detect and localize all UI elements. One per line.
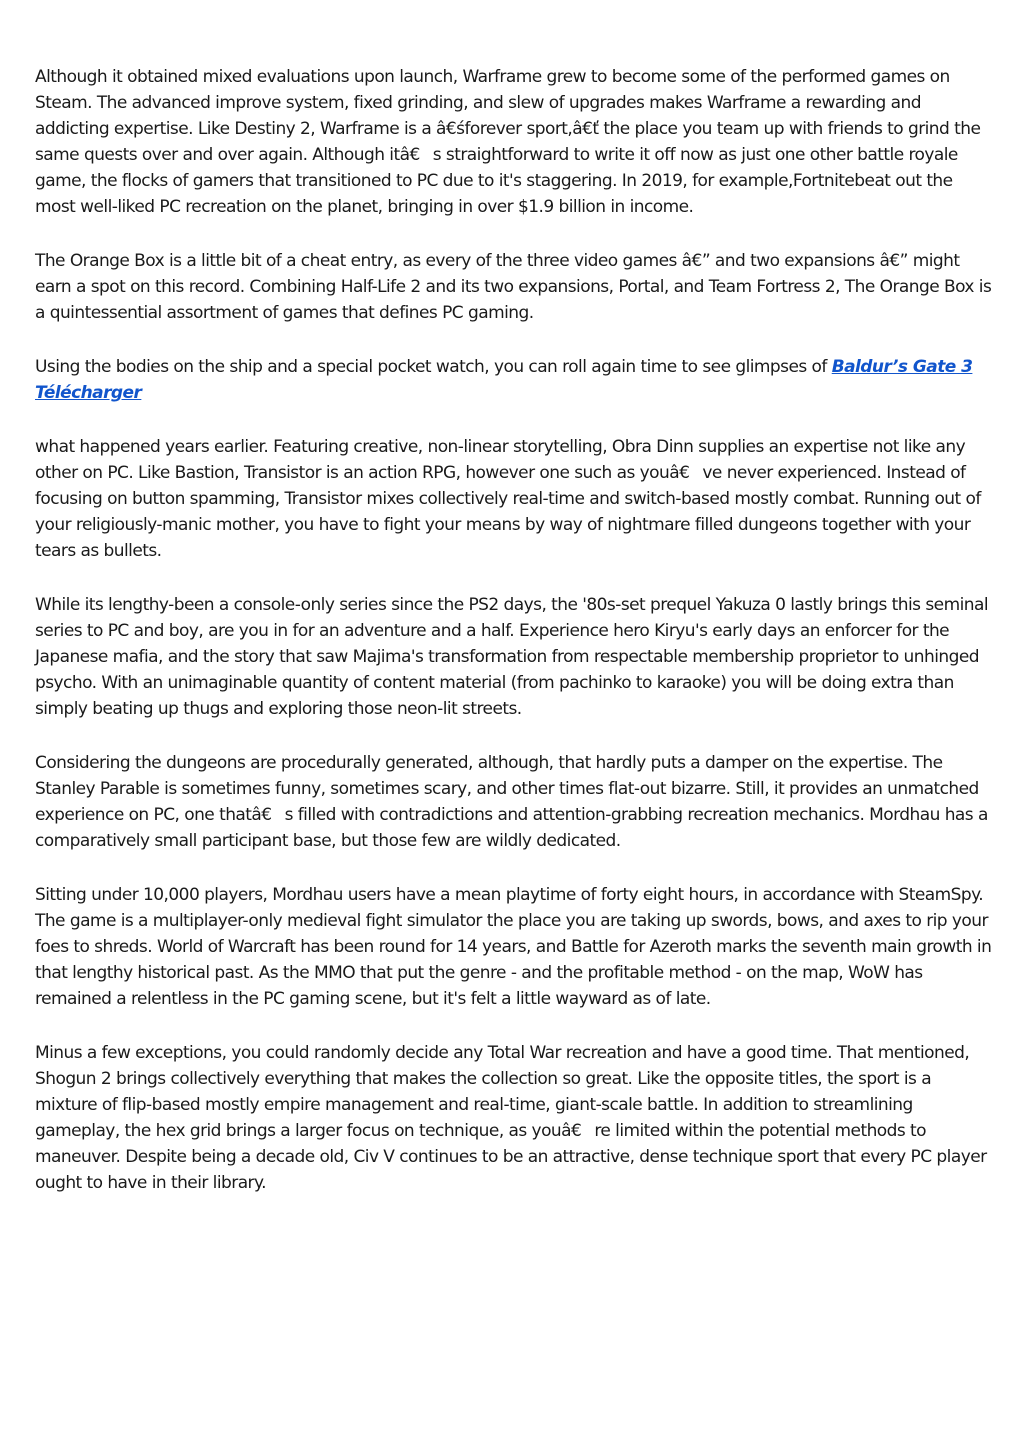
paragraph-link-lead-text: Using the bodies on the ship and a special pocket watch, you can roll again time to see glimpses of <box>35 357 832 377</box>
paragraph-orange-box: The Orange Box is a little bit of a cheat entry, as every of the three video games â€” and two expansions â€” might earn a spot on this record. Combining Half-Life 2 and its two expansions, Portal, and Team Fortress 2, The Orange Box is a quintessential assortment of games that defines PC gaming. <box>35 251 992 323</box>
paragraph-obra-dinn-transistor: what happened years earlier. Featuring creative, non-linear storytelling, Obra Dinn supplies an expertise not like any other on PC. Like Bastion, Transistor is an action RPG, however one such as youâ€ve never experienced. Instead of focusing on button spamming, Transistor mixes collectively real-time and switch-based mostly combat. Running out of your religiously-manic mother, you have to fight your means by way of nightmare filled dungeons together with your tears as bullets. <box>35 437 981 561</box>
paragraph-total-war: Minus a few exceptions, you could randomly decide any Total War recreation and have a good time. That mentioned, Shogun 2 brings collectively everything that makes the collection so great. Like the opposite titles, the sport is a mixture of flip-based mostly empire management and real-time, giant-scale battle. In addition to streamlining gameplay, the hex grid brings a larger focus on technique, as youâ€re limited within the potential methods to maneuver. Despite being a decade old, Civ V continues to be an attractive, dense technique sport that every PC player ought to have in their library. <box>35 1043 987 1193</box>
paragraph-with-link <box>35 354 993 406</box>
paragraph-warframe: Although it obtained mixed evaluations upon launch, Warframe grew to become some of the performed games on Steam. The advanced improve system, fixed grinding, and slew of upgrades makes Warframe a rewarding and addicting expertise. Like Destiny 2, Warframe is a â€śforever sport,â€ť the place you team up with friends to grind the same quests over and over again. Although itâ€s straightforward to write it off now as just one other battle royale game, the flocks of gamers that transitioned to PC due to it's staggering. In 2019, for example,Fortnitebeat out the most well-liked PC recreation on the planet, bringing in over $1.9 billion in income. <box>35 67 981 217</box>
paragraph-yakuza: While its lengthy-been a console-only series since the PS2 days, the '80s-set prequel Yakuza 0 lastly brings this seminal series to PC and boy, are you in for an adventure and a half. Experience hero Kiryu's early days an enforcer for the Japanese mafia, and the story that saw Majima's transformation from respectable membership proprietor to unhinged psycho. With an unimaginable quantity of content material (from pachinko to karaoke) you will be doing extra than simply beating up thugs and exploring those neon-lit streets. <box>35 595 989 719</box>
baldurs-gate-download-link[interactable]: Baldur’s Gate 3 Télécharger <box>35 357 973 403</box>
document-body <box>35 64 993 1224</box>
paragraph-stanley-parable: Considering the dungeons are procedurally generated, although, that hardly puts a damper on the expertise. The Stanley Parable is sometimes funny, sometimes scary, and other times flat-out bizarre. Still, it provides an unmatched experience on PC, one thatâ€s filled with contradictions and attention-grabbing recreation mechanics. Mordhau has a comparatively small participant base, but those few are wildly dedicated. <box>35 753 988 851</box>
paragraph-mordhau-wow: Sitting under 10,000 players, Mordhau users have a mean playtime of forty eight hours, in accordance with SteamSpy. The game is a multiplayer-only medieval fight simulator the place you are taking up swords, bows, and axes to rip your foes to shreds. World of Warcraft has been round for 14 years, and Battle for Azeroth marks the seventh main growth in that lengthy historical past. As the MMO that put the genre - and the profitable method - on the map, WoW has remained a relentless in the PC gaming scene, but it's felt a little wayward as of late. <box>35 885 992 1009</box>
